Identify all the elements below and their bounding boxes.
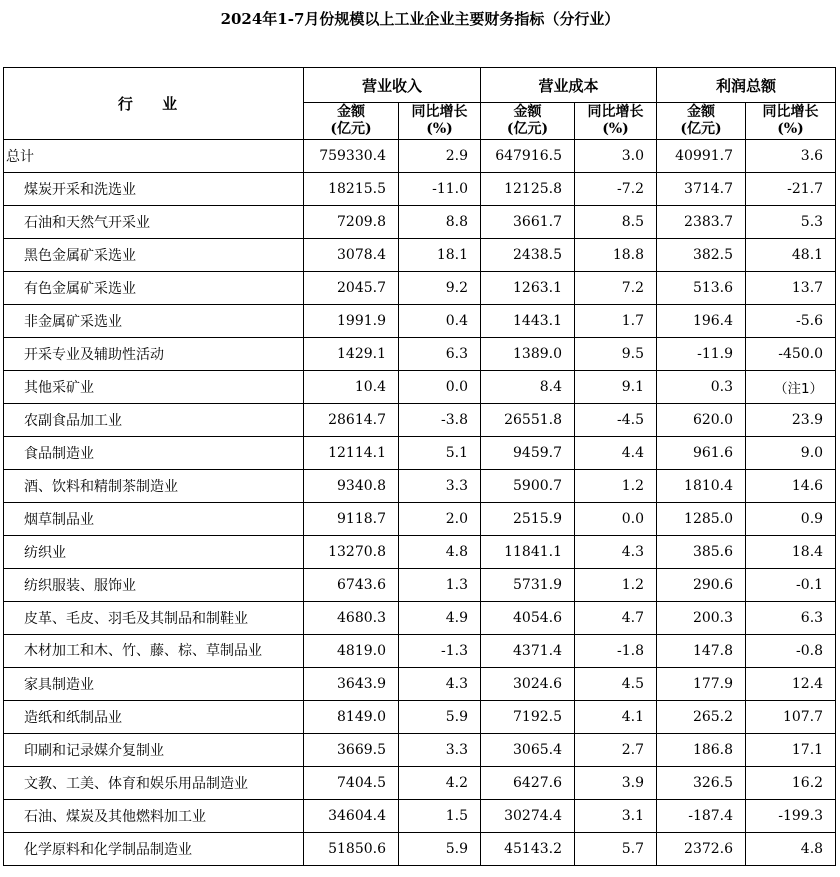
profit-amount-cell: 385.6 bbox=[657, 536, 746, 569]
revenue-amount-cell: 6743.6 bbox=[304, 569, 399, 602]
profit-amount-cell: -11.9 bbox=[657, 338, 746, 371]
industry-name: 化学原料和化学制品制造业 bbox=[4, 833, 304, 866]
revenue-growth-cell: 9.2 bbox=[399, 272, 481, 305]
profit-amount-cell: 177.9 bbox=[657, 668, 746, 701]
profit-growth-cell: 23.9 bbox=[746, 404, 836, 437]
financial-indicators-table bbox=[3, 67, 836, 866]
cost-amount-cell: 9459.7 bbox=[481, 437, 575, 470]
cost-growth-cell: 4.5 bbox=[575, 668, 657, 701]
profit-growth-cell: 12.4 bbox=[746, 668, 836, 701]
profit-amount-cell: 200.3 bbox=[657, 602, 746, 635]
table-row bbox=[4, 206, 836, 239]
profit-amount-cell: 265.2 bbox=[657, 701, 746, 734]
industry-name: 总计 bbox=[4, 140, 304, 173]
cost-amount-cell: 2438.5 bbox=[481, 239, 575, 272]
profit-amount-cell: 326.5 bbox=[657, 767, 746, 800]
table-row bbox=[4, 140, 836, 173]
cost-growth-cell: 8.5 bbox=[575, 206, 657, 239]
profit-amount-cell: 513.6 bbox=[657, 272, 746, 305]
cost-growth-cell: -4.5 bbox=[575, 404, 657, 437]
revenue-amount-cell: 3669.5 bbox=[304, 734, 399, 767]
table-row bbox=[4, 239, 836, 272]
profit-growth-cell: 5.3 bbox=[746, 206, 836, 239]
cost-amount-cell: 12125.8 bbox=[481, 173, 575, 206]
revenue-growth-cell: 4.2 bbox=[399, 767, 481, 800]
cost-amount-cell: 1389.0 bbox=[481, 338, 575, 371]
table-row bbox=[4, 800, 836, 833]
table-row bbox=[4, 536, 836, 569]
industry-name: 开采专业及辅助性活动 bbox=[4, 338, 304, 371]
cost-growth-cell: 3.0 bbox=[575, 140, 657, 173]
cost-growth-cell: 1.2 bbox=[575, 569, 657, 602]
revenue-amount-cell: 12114.1 bbox=[304, 437, 399, 470]
profit-amount-cell: 1285.0 bbox=[657, 503, 746, 536]
cost-amount-cell: 2515.9 bbox=[481, 503, 575, 536]
table-row bbox=[4, 569, 836, 602]
profit-growth-cell: 9.0 bbox=[746, 437, 836, 470]
cost-growth-cell: 4.7 bbox=[575, 602, 657, 635]
profit-growth-cell: -0.8 bbox=[746, 635, 836, 668]
profit-growth-cell: 14.6 bbox=[746, 470, 836, 503]
revenue-amount-cell: 2045.7 bbox=[304, 272, 399, 305]
profit-amount-cell: 382.5 bbox=[657, 239, 746, 272]
cost-growth-cell: -7.2 bbox=[575, 173, 657, 206]
revenue-amount-cell: 4819.0 bbox=[304, 635, 399, 668]
revenue-growth-cell: 4.3 bbox=[399, 668, 481, 701]
profit-growth-cell: 48.1 bbox=[746, 239, 836, 272]
industry-name: 食品制造业 bbox=[4, 437, 304, 470]
industry-name: 纺织服装、服饰业 bbox=[4, 569, 304, 602]
profit-growth-cell: 6.3 bbox=[746, 602, 836, 635]
revenue-growth-cell: 4.9 bbox=[399, 602, 481, 635]
table-row bbox=[4, 173, 836, 206]
industry-name: 煤炭开采和洗选业 bbox=[4, 173, 304, 206]
revenue-growth-cell: 8.8 bbox=[399, 206, 481, 239]
revenue-growth-cell: 2.9 bbox=[399, 140, 481, 173]
revenue-amount-cell: 7209.8 bbox=[304, 206, 399, 239]
profit-amount-cell: 40991.7 bbox=[657, 140, 746, 173]
industry-name: 皮革、毛皮、羽毛及其制品和制鞋业 bbox=[4, 602, 304, 635]
cost-growth-cell: 2.7 bbox=[575, 734, 657, 767]
table-row bbox=[4, 767, 836, 800]
cost-growth-cell: 4.3 bbox=[575, 536, 657, 569]
revenue-growth-cell: 0.4 bbox=[399, 305, 481, 338]
profit-amount-cell: 620.0 bbox=[657, 404, 746, 437]
profit-amount-cell: 1810.4 bbox=[657, 470, 746, 503]
revenue-growth-cell: 3.3 bbox=[399, 470, 481, 503]
cost-growth-cell: 1.2 bbox=[575, 470, 657, 503]
industry-name: 家具制造业 bbox=[4, 668, 304, 701]
table-row bbox=[4, 371, 836, 404]
cost-amount-cell: 45143.2 bbox=[481, 833, 575, 866]
revenue-growth-cell: 3.3 bbox=[399, 734, 481, 767]
revenue-growth-cell: 6.3 bbox=[399, 338, 481, 371]
profit-amount-cell: 961.6 bbox=[657, 437, 746, 470]
revenue-amount-cell: 4680.3 bbox=[304, 602, 399, 635]
profit-growth-cell: -450.0 bbox=[746, 338, 836, 371]
revenue-growth-cell: 5.9 bbox=[399, 701, 481, 734]
cost-amount-cell: 5731.9 bbox=[481, 569, 575, 602]
cost-growth-cell: 1.7 bbox=[575, 305, 657, 338]
cost-growth-cell: 7.2 bbox=[575, 272, 657, 305]
revenue-amount-cell: 759330.4 bbox=[304, 140, 399, 173]
profit-growth-cell: 13.7 bbox=[746, 272, 836, 305]
revenue-amount-cell: 10.4 bbox=[304, 371, 399, 404]
industry-name: 农副食品加工业 bbox=[4, 404, 304, 437]
table-row bbox=[4, 404, 836, 437]
industry-name: 印刷和记录媒介复制业 bbox=[4, 734, 304, 767]
cost-growth-cell: 18.8 bbox=[575, 239, 657, 272]
profit-amount-cell: 290.6 bbox=[657, 569, 746, 602]
industry-name: 石油和天然气开采业 bbox=[4, 206, 304, 239]
cost-amount-cell: 1263.1 bbox=[481, 272, 575, 305]
cost-amount-cell: 5900.7 bbox=[481, 470, 575, 503]
profit-growth-cell: 4.8 bbox=[746, 833, 836, 866]
industry-name: 有色金属矿采选业 bbox=[4, 272, 304, 305]
table-row bbox=[4, 503, 836, 536]
table-row bbox=[4, 437, 836, 470]
profit-growth-cell: 18.4 bbox=[746, 536, 836, 569]
cost-growth-cell: 5.7 bbox=[575, 833, 657, 866]
cost-amount-cell: 8.4 bbox=[481, 371, 575, 404]
cost-growth-cell: 9.5 bbox=[575, 338, 657, 371]
industry-name: 木材加工和木、竹、藤、棕、草制品业 bbox=[4, 635, 304, 668]
profit-growth-cell: -0.1 bbox=[746, 569, 836, 602]
header-row-groups bbox=[4, 68, 836, 103]
revenue-growth-header: 同比增长 (%) bbox=[399, 103, 481, 140]
table-row bbox=[4, 602, 836, 635]
industry-name: 黑色金属矿采选业 bbox=[4, 239, 304, 272]
table-row bbox=[4, 734, 836, 767]
revenue-amount-cell: 1991.9 bbox=[304, 305, 399, 338]
revenue-growth-cell: -3.8 bbox=[399, 404, 481, 437]
revenue-amount-header: 金额 (亿元) bbox=[304, 103, 399, 140]
cost-growth-header: 同比增长 (%) bbox=[575, 103, 657, 140]
table-row bbox=[4, 668, 836, 701]
cost-growth-cell: 4.1 bbox=[575, 701, 657, 734]
cost-amount-cell: 1443.1 bbox=[481, 305, 575, 338]
revenue-amount-cell: 18215.5 bbox=[304, 173, 399, 206]
table-row bbox=[4, 833, 836, 866]
cost-amount-cell: 7192.5 bbox=[481, 701, 575, 734]
profit-header: 利润总额 bbox=[657, 68, 836, 103]
table-row bbox=[4, 635, 836, 668]
revenue-amount-cell: 34604.4 bbox=[304, 800, 399, 833]
cost-growth-cell: 3.9 bbox=[575, 767, 657, 800]
industry-name: 造纸和纸制品业 bbox=[4, 701, 304, 734]
cost-amount-header: 金额 (亿元) bbox=[481, 103, 575, 140]
table-row bbox=[4, 701, 836, 734]
industry-name: 其他采矿业 bbox=[4, 371, 304, 404]
revenue-growth-cell: 1.3 bbox=[399, 569, 481, 602]
cost-growth-cell: 3.1 bbox=[575, 800, 657, 833]
profit-growth-cell: 3.6 bbox=[746, 140, 836, 173]
cost-growth-cell: 9.1 bbox=[575, 371, 657, 404]
industry-name: 酒、饮料和精制茶制造业 bbox=[4, 470, 304, 503]
revenue-amount-cell: 1429.1 bbox=[304, 338, 399, 371]
profit-growth-header: 同比增长 (%) bbox=[746, 103, 836, 140]
revenue-amount-cell: 51850.6 bbox=[304, 833, 399, 866]
revenue-growth-cell: 1.5 bbox=[399, 800, 481, 833]
industry-name: 纺织业 bbox=[4, 536, 304, 569]
revenue-growth-cell: -1.3 bbox=[399, 635, 481, 668]
revenue-amount-cell: 8149.0 bbox=[304, 701, 399, 734]
profit-growth-cell: -5.6 bbox=[746, 305, 836, 338]
cost-growth-cell: -1.8 bbox=[575, 635, 657, 668]
revenue-growth-cell: 5.1 bbox=[399, 437, 481, 470]
revenue-growth-cell: 4.8 bbox=[399, 536, 481, 569]
cost-amount-cell: 30274.4 bbox=[481, 800, 575, 833]
cost-amount-cell: 4054.6 bbox=[481, 602, 575, 635]
page-title: 2024年1-7月份规模以上工业企业主要财务指标（分行业） bbox=[220, 10, 620, 28]
cost-growth-cell: 0.0 bbox=[575, 503, 657, 536]
profit-growth-cell: -21.7 bbox=[746, 173, 836, 206]
industry-name: 非金属矿采选业 bbox=[4, 305, 304, 338]
revenue-growth-cell: 5.9 bbox=[399, 833, 481, 866]
revenue-amount-cell: 9340.8 bbox=[304, 470, 399, 503]
table-row bbox=[4, 470, 836, 503]
revenue-growth-cell: 0.0 bbox=[399, 371, 481, 404]
industry-header: 行 业 bbox=[4, 68, 304, 140]
cost-amount-cell: 3024.6 bbox=[481, 668, 575, 701]
industry-name: 烟草制品业 bbox=[4, 503, 304, 536]
revenue-amount-cell: 7404.5 bbox=[304, 767, 399, 800]
cost-amount-cell: 6427.6 bbox=[481, 767, 575, 800]
revenue-amount-cell: 9118.7 bbox=[304, 503, 399, 536]
industry-name: 文教、工美、体育和娱乐用品制造业 bbox=[4, 767, 304, 800]
revenue-amount-cell: 3643.9 bbox=[304, 668, 399, 701]
profit-amount-cell: 0.3 bbox=[657, 371, 746, 404]
profit-growth-cell: （注1） bbox=[746, 371, 836, 404]
cost-amount-cell: 11841.1 bbox=[481, 536, 575, 569]
profit-amount-cell: 147.8 bbox=[657, 635, 746, 668]
cost-amount-cell: 4371.4 bbox=[481, 635, 575, 668]
cost-amount-cell: 3661.7 bbox=[481, 206, 575, 239]
cost-header: 营业成本 bbox=[481, 68, 657, 103]
profit-amount-cell: 2372.6 bbox=[657, 833, 746, 866]
profit-amount-cell: 186.8 bbox=[657, 734, 746, 767]
revenue-header: 营业收入 bbox=[304, 68, 481, 103]
profit-growth-cell: -199.3 bbox=[746, 800, 836, 833]
cost-growth-cell: 4.4 bbox=[575, 437, 657, 470]
profit-growth-cell: 17.1 bbox=[746, 734, 836, 767]
cost-amount-cell: 3065.4 bbox=[481, 734, 575, 767]
revenue-amount-cell: 13270.8 bbox=[304, 536, 399, 569]
profit-amount-cell: 196.4 bbox=[657, 305, 746, 338]
revenue-amount-cell: 3078.4 bbox=[304, 239, 399, 272]
profit-amount-cell: -187.4 bbox=[657, 800, 746, 833]
table-row bbox=[4, 305, 836, 338]
revenue-amount-cell: 28614.7 bbox=[304, 404, 399, 437]
cost-amount-cell: 26551.8 bbox=[481, 404, 575, 437]
revenue-growth-cell: 2.0 bbox=[399, 503, 481, 536]
revenue-growth-cell: -11.0 bbox=[399, 173, 481, 206]
profit-growth-cell: 107.7 bbox=[746, 701, 836, 734]
revenue-growth-cell: 18.1 bbox=[399, 239, 481, 272]
table-row bbox=[4, 338, 836, 371]
table-body bbox=[4, 140, 836, 866]
cost-amount-cell: 647916.5 bbox=[481, 140, 575, 173]
industry-name: 石油、煤炭及其他燃料加工业 bbox=[4, 800, 304, 833]
profit-amount-cell: 2383.7 bbox=[657, 206, 746, 239]
profit-growth-cell: 0.9 bbox=[746, 503, 836, 536]
profit-amount-header: 金额 (亿元) bbox=[657, 103, 746, 140]
profit-growth-cell: 16.2 bbox=[746, 767, 836, 800]
profit-amount-cell: 3714.7 bbox=[657, 173, 746, 206]
table-row bbox=[4, 272, 836, 305]
